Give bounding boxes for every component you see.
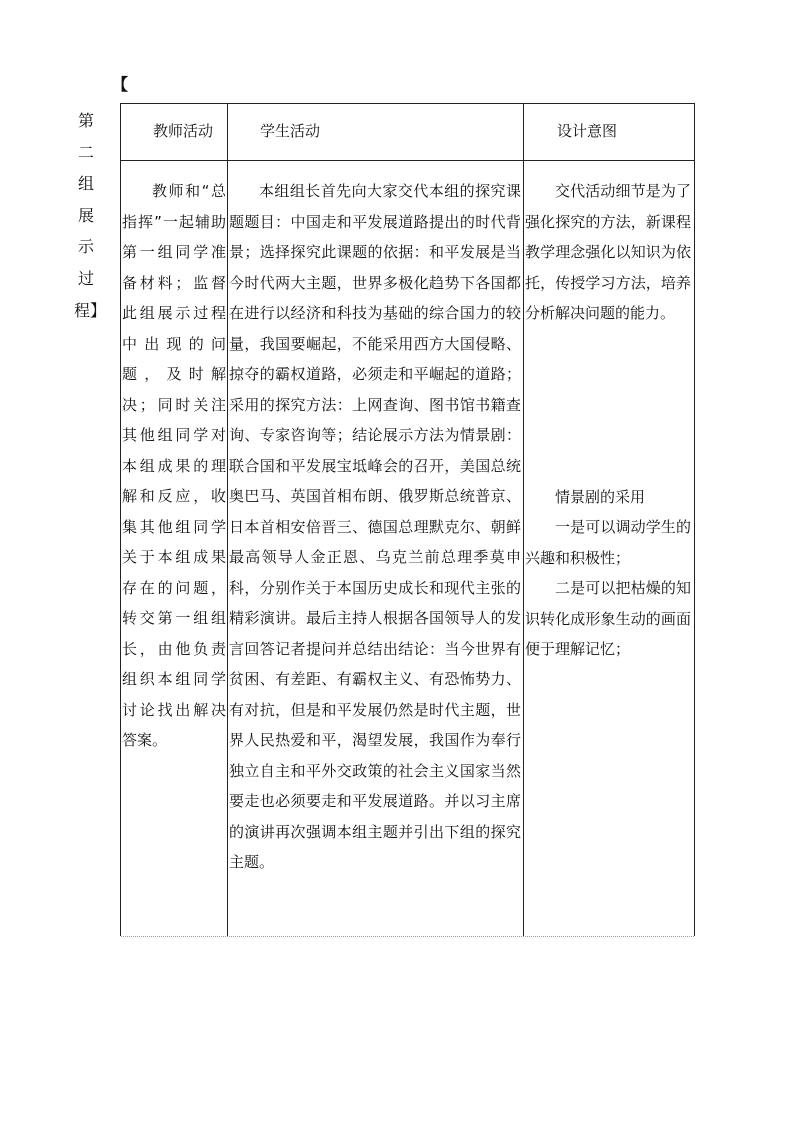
design-intent-paragraph: 情景剧的采用 (555, 487, 646, 506)
header-design-intent: 设计意图 (557, 122, 618, 140)
side-label-last (74, 295, 107, 327)
side-label-char: 示 (77, 237, 94, 257)
design-intent-paragraph: 二是可以把枯燥的知识转化成形象生动的画面便于理解记忆； (525, 579, 691, 658)
side-label-char: 展 (77, 205, 94, 225)
design-intent-paragraph: 交代活动细节是为了强化探究的方法，新课程教学理念强化以知识为依托，传授学习方法，培养分析解决问题的能力。 (525, 182, 691, 322)
header-student-activity: 学生活动 (260, 122, 321, 140)
column-divider (227, 104, 228, 936)
spacer (525, 329, 691, 482)
lesson-table (120, 103, 695, 936)
design-intent-cell (525, 176, 691, 665)
teacher-activity-text: 教师和“总指挥”一起辅助第一组同学准备材料；监督此组展示过程中出现的问题，及时解决；同时关注其他组同学对本组成果的理解和反应，收集其他组同学关于本组成果存在的问题，转交第一组组长，由他负责组织本组同学讨论找出解决答案。 (122, 182, 226, 749)
header-teacher-activity: 教师活动 (153, 122, 214, 140)
side-label-char: 过 (77, 268, 94, 288)
bracket-open: 【 (112, 75, 129, 94)
header-divider (121, 160, 694, 161)
student-activity-cell (229, 176, 521, 878)
side-label-char: 程 (74, 300, 91, 320)
section-side-label (74, 105, 107, 326)
side-label-char: 组 (77, 174, 94, 194)
side-label-char: 第 (77, 111, 94, 130)
column-divider (523, 104, 524, 936)
student-activity-text: 本组组长首先向大家交代本组的探究课题题目：中国走和平发展道路提出的时代背景；选择探究此课题的依据：和平发展是当今时代两大主题，世界多极化趋势下各国都在进行以经济和科技为基础的综合国力的较量，我国要崛起，不能采用西方大国侵略、掠夺的霸权道路，必须走和平崛起的道路；采用的探究方法：上网查询、图书馆书籍查询、专家咨询等；结论展示方法为情景剧：联合国和平发展宝坻峰会的召开，美国总统奥巴马、英国首相布朗、俄罗斯总统普京、日本首相安倍晋三、德国总理默克尔、朝鲜最高领导人金正恩、乌克兰前总理季莫申科，分别作关于本国历史成长和现代主张的精彩演讲。最后主持人根据各国领导人的发言回答记者提问并总结出结论：当今世界有贫困、有差距、有霸权主义、有恐怖势力、有对抗，但是和平发展仍然是时代主题，世界人民热爱和平，渴望发展，我国作为奉行独立自主和平外交政策的社会主义国家当然要走也必须要走和平发展道路。并以习主席的演讲再次强调本组主题并引出下组的探究主题。 (229, 182, 521, 871)
bracket-close: 】 (90, 300, 107, 320)
side-label-char: 二 (77, 142, 94, 162)
design-intent-paragraph: 一是可以调动学生的兴趣和积极性； (525, 518, 691, 567)
table-bottom-edge (121, 936, 694, 937)
teacher-activity-cell (122, 176, 226, 756)
